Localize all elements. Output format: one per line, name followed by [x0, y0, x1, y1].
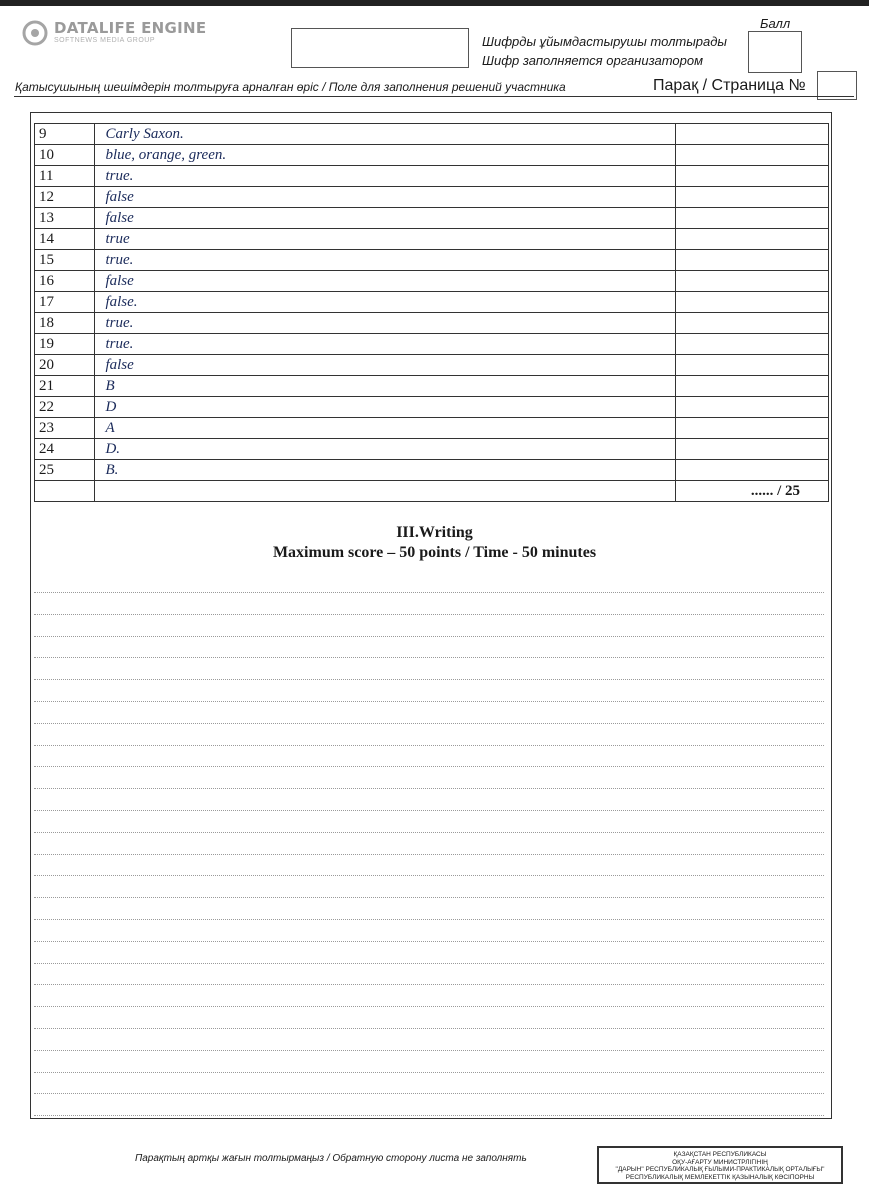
answer-number: 23 — [35, 418, 95, 439]
answer-score-cell[interactable] — [676, 460, 829, 481]
stamp-line: РЕСПУБЛИКАЛЫҚ МЕМЛЕКЕТТІК ҚАЗЫНАЛЫҚ КӘСІПОРНЫ — [625, 1173, 815, 1181]
answer-score-cell[interactable] — [676, 124, 829, 145]
answer-row — [35, 145, 829, 166]
answer-text[interactable]: true. — [95, 313, 676, 334]
writing-line — [34, 636, 824, 637]
answer-row — [35, 292, 829, 313]
cipher-box[interactable] — [291, 28, 469, 68]
writing-line — [34, 766, 824, 767]
answer-row — [35, 397, 829, 418]
writing-line — [34, 963, 824, 964]
footer-note: Парақтың артқы жағын толтырмаңыз / Обратную сторону листа не заполнять — [135, 1153, 527, 1164]
answer-text[interactable]: B — [95, 376, 676, 397]
answer-row — [35, 124, 829, 145]
answer-number: 10 — [35, 145, 95, 166]
answer-row — [35, 208, 829, 229]
answer-row — [35, 313, 829, 334]
answer-score-cell[interactable] — [676, 166, 829, 187]
answer-row — [35, 439, 829, 460]
answer-score-cell[interactable] — [676, 145, 829, 166]
answer-row — [35, 250, 829, 271]
answer-number: 14 — [35, 229, 95, 250]
answer-number: 19 — [35, 334, 95, 355]
writing-line — [34, 745, 824, 746]
header-rule — [14, 96, 854, 97]
answer-number: 25 — [35, 460, 95, 481]
answer-number: 13 — [35, 208, 95, 229]
answer-score-cell[interactable] — [676, 313, 829, 334]
writing-line — [34, 984, 824, 985]
writing-line — [34, 1093, 824, 1094]
answer-number: 17 — [35, 292, 95, 313]
answer-row — [35, 166, 829, 187]
writing-line — [34, 723, 824, 724]
answer-number: 11 — [35, 166, 95, 187]
answer-row — [35, 229, 829, 250]
stamp-line: ОҚУ-АҒАРТУ МИНИСТРЛІГІНІҢ — [672, 1158, 768, 1166]
writing-line — [34, 832, 824, 833]
answer-row — [35, 271, 829, 292]
writing-line — [34, 1006, 824, 1007]
writing-line — [34, 854, 824, 855]
writing-line — [34, 1028, 824, 1029]
writing-line — [34, 810, 824, 811]
answer-number: 22 — [35, 397, 95, 418]
answer-text[interactable]: D. — [95, 439, 676, 460]
stamp-line: ҚАЗАҚСТАН РЕСПУБЛИКАСЫ — [673, 1151, 767, 1158]
answer-number: 9 — [35, 124, 95, 145]
answer-text[interactable]: true. — [95, 166, 676, 187]
writing-line — [34, 788, 824, 789]
writing-line — [34, 701, 824, 702]
section-title: III.Writing — [396, 524, 473, 541]
answer-row — [35, 334, 829, 355]
answer-number: 18 — [35, 313, 95, 334]
dle-logo-icon — [22, 20, 48, 46]
answer-table — [34, 123, 829, 502]
answer-row — [35, 187, 829, 208]
writing-area[interactable] — [34, 592, 824, 1137]
section-subtitle: Maximum score – 50 points / Time - 50 minutes — [272, 544, 597, 561]
answer-number: 15 — [35, 250, 95, 271]
cipher-note-ru: Шифр заполняется организатором — [482, 53, 703, 68]
answer-text[interactable]: Carly Saxon. — [95, 124, 676, 145]
answer-text[interactable]: A — [95, 418, 676, 439]
writing-line — [34, 679, 824, 680]
watermark-logo — [22, 20, 206, 46]
answer-text[interactable]: false — [95, 187, 676, 208]
answer-text[interactable]: blue, orange, green. — [95, 145, 676, 166]
organization-stamp — [597, 1146, 843, 1184]
answer-text[interactable]: D — [95, 397, 676, 418]
watermark-subtitle: SOFTNEWS MEDIA GROUP — [54, 37, 156, 44]
answer-text[interactable]: false — [95, 355, 676, 376]
answer-number: 20 — [35, 355, 95, 376]
answer-score-cell[interactable] — [676, 208, 829, 229]
answer-score-cell[interactable] — [676, 397, 829, 418]
cipher-note-kz: Шифрды ұйымдастырушы толтырады — [482, 34, 728, 49]
answer-row — [35, 376, 829, 397]
score-row-blank — [95, 481, 676, 502]
answer-text[interactable]: false — [95, 208, 676, 229]
writing-line — [34, 897, 824, 898]
answer-text[interactable]: true. — [95, 250, 676, 271]
answer-row — [35, 355, 829, 376]
cipher-note — [482, 32, 727, 70]
answer-text[interactable]: B. — [95, 460, 676, 481]
answer-row — [35, 418, 829, 439]
writing-line — [34, 1072, 824, 1073]
stamp-line: "ДАРЫН" РЕСПУБЛИКАЛЫҚ ҒЫЛЫМИ-ПРАКТИКАЛЫҚ ОРТАЛЫҒЫ" — [615, 1166, 825, 1173]
writing-line — [34, 875, 824, 876]
answer-score-cell[interactable] — [676, 439, 829, 460]
writing-line — [34, 657, 824, 658]
score-row-blank — [35, 481, 95, 502]
answer-score-cell[interactable] — [676, 229, 829, 250]
score-box[interactable] — [748, 31, 802, 73]
writing-line — [34, 1050, 824, 1051]
page-number-label: Парақ / Страница № — [653, 77, 806, 94]
top-border — [0, 0, 869, 6]
answer-text[interactable]: true — [95, 229, 676, 250]
writing-line — [34, 919, 824, 920]
answer-score-cell[interactable] — [676, 355, 829, 376]
answer-score-cell[interactable] — [676, 376, 829, 397]
answer-number: 21 — [35, 376, 95, 397]
writing-line — [34, 592, 824, 593]
answer-score-cell[interactable] — [676, 334, 829, 355]
score-row — [35, 481, 829, 502]
answer-row — [35, 460, 829, 481]
answer-number: 16 — [35, 271, 95, 292]
answer-field-title: Қатысушының шешімдерін толтыруға арналған өріс / Поле для заполнения решений участника — [15, 80, 566, 94]
writing-line — [34, 1115, 824, 1116]
score-total: ...... / 25 — [676, 481, 829, 502]
writing-line — [34, 941, 824, 942]
answer-score-cell[interactable] — [676, 418, 829, 439]
writing-line — [34, 614, 824, 615]
watermark-title: DATALIFE ENGINE — [54, 19, 207, 37]
answer-text[interactable]: false. — [95, 292, 676, 313]
answer-number: 12 — [35, 187, 95, 208]
score-label: Балл — [760, 16, 791, 31]
answer-score-cell[interactable] — [676, 250, 829, 271]
answer-score-cell[interactable] — [676, 292, 829, 313]
answer-text[interactable]: true. — [95, 334, 676, 355]
answer-number: 24 — [35, 439, 95, 460]
answer-score-cell[interactable] — [676, 187, 829, 208]
answer-score-cell[interactable] — [676, 271, 829, 292]
answer-text[interactable]: false — [95, 271, 676, 292]
